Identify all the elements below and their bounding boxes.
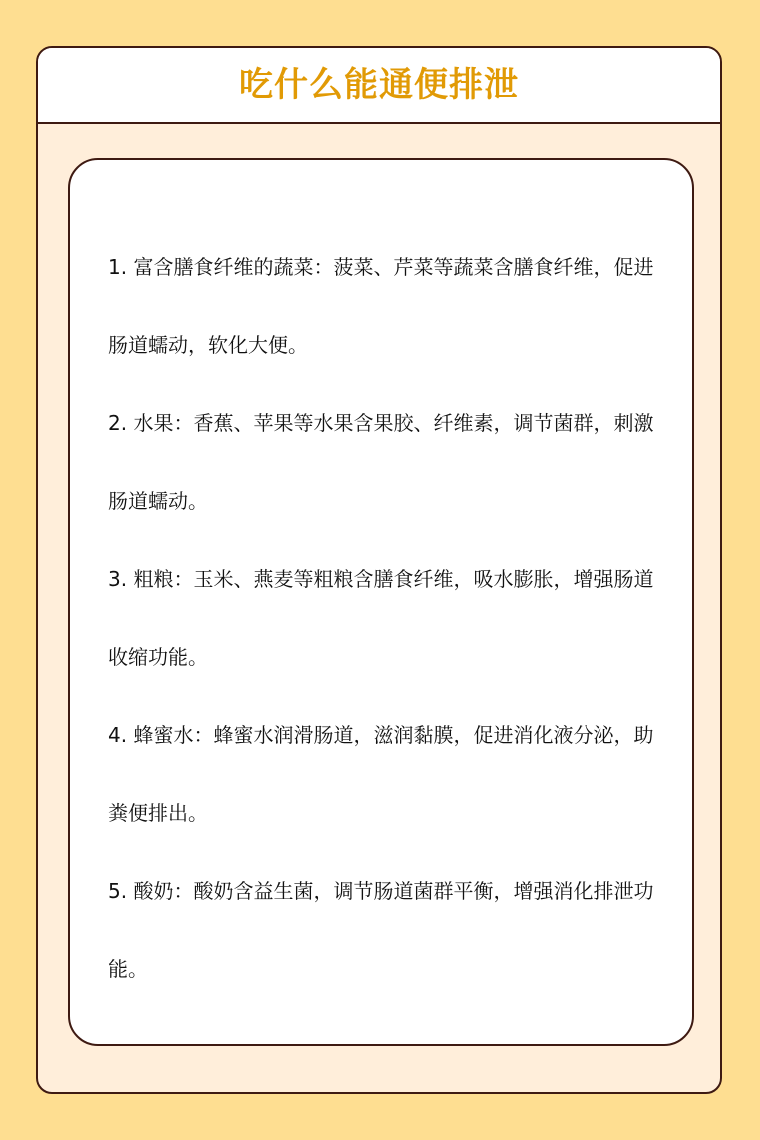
- list-item: 3. 粗粮：玉米、燕麦等粗粮含膳食纤维，吸水膨胀，增强肠道收缩功能。: [108, 567, 654, 669]
- list-item: 1. 富含膳食纤维的蔬菜：菠菜、芹菜等蔬菜含膳食纤维，促进肠道蠕动，软化大便。: [108, 255, 654, 357]
- page-title: 吃什么能通便排泄: [239, 65, 519, 105]
- tips-list: [108, 228, 660, 1008]
- list-item: 2. 水果：香蕉、苹果等水果含果胶、纤维素，调节菌群，刺激肠道蠕动。: [108, 411, 654, 513]
- content-card: [68, 158, 694, 1046]
- title-bar: [38, 48, 720, 124]
- list-item: 5. 酸奶：酸奶含益生菌，调节肠道菌群平衡，增强消化排泄功能。: [108, 879, 654, 981]
- outer-card: [36, 46, 722, 1094]
- list-item: 4. 蜂蜜水：蜂蜜水润滑肠道，滋润黏膜，促进消化液分泌，助粪便排出。: [108, 723, 654, 825]
